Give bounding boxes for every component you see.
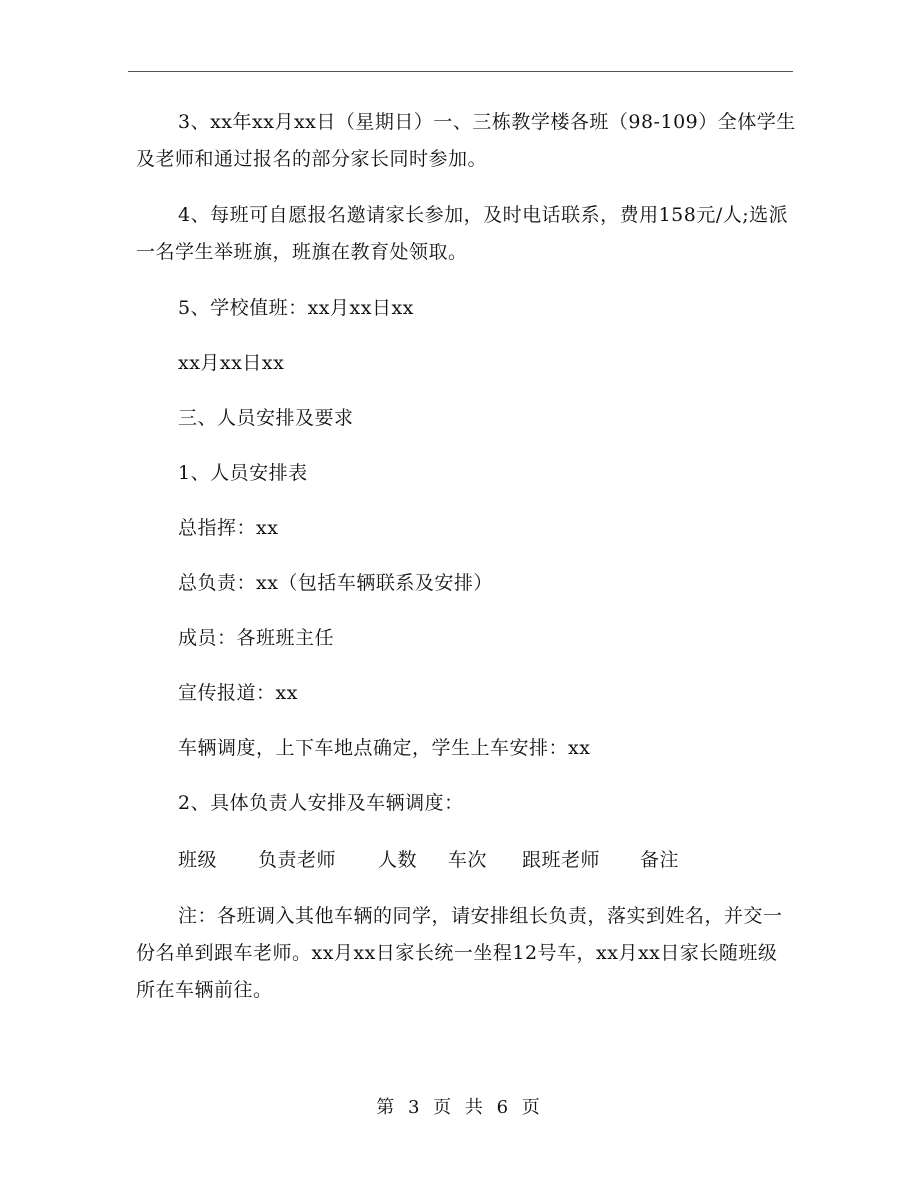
- paragraph-commander: 总指挥：xx: [178, 517, 279, 539]
- subheading-responsible-arrangement: 2、具体负责人安排及车辆调度：: [178, 792, 464, 814]
- paragraph-members: 成员：各班班主任: [178, 627, 335, 649]
- paragraph-vehicle-dispatch: 车辆调度，上下车地点确定，学生上车安排：xx: [178, 737, 591, 759]
- section-heading-staffing: 三、人员安排及要求: [178, 407, 354, 429]
- table-header-cell: 班级: [178, 849, 218, 871]
- paragraph-duty-date: xx月xx日xx: [178, 352, 285, 374]
- paragraph-item-3: 3、xx年xx月xx日（星期日）一、三栋教学楼各班（98-109）全体学生及老师和通过报名的部分家长同时参加。: [136, 111, 796, 170]
- table-header-row: [136, 842, 796, 879]
- table-header-cell: 备注: [640, 849, 680, 871]
- table-header-cell: 跟班老师: [522, 849, 601, 871]
- table-header-cell: 车次: [448, 849, 488, 871]
- paragraph-publicity: 宣传报道：xx: [178, 682, 298, 704]
- paragraph-general-manager: 总负责：xx（包括车辆联系及安排）: [178, 572, 493, 594]
- paragraph-note: 注：各班调入其他车辆的同学，请安排组长负责，落实到姓名，并交一份名单到跟车老师。xx月xx日家长统一坐程12号车，xx月xx日家长随班级所在车辆前往。: [136, 905, 783, 1001]
- table-header-cell: 负责老师: [258, 849, 337, 871]
- table-header-cell: 人数: [378, 849, 418, 871]
- header-divider: [128, 71, 793, 72]
- paragraph-item-4: 4、每班可自愿报名邀请家长参加，及时电话联系，费用158元/人;选派一名学生举班旗，班旗在教育处领取。: [136, 204, 789, 263]
- subheading-staff-table: 1、人员安排表: [178, 462, 308, 484]
- page-number-footer: 第 3 页 共 6 页: [376, 1097, 544, 1118]
- document-body: [136, 104, 796, 1009]
- paragraph-school-duty: 5、学校值班：xx月xx日xx: [178, 297, 414, 319]
